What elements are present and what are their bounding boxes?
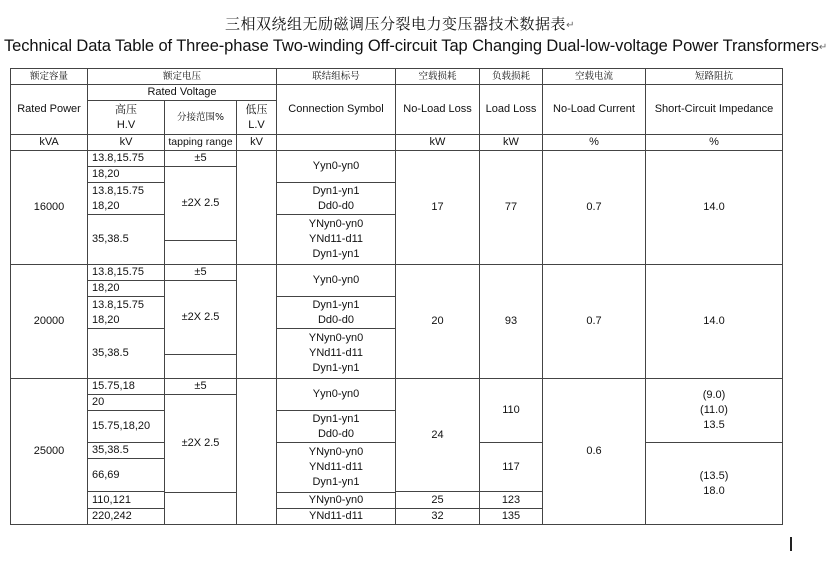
connection-line: Dyn1-yn1 xyxy=(312,362,360,374)
header-noload-loss-cn: 空载损耗 xyxy=(396,69,480,85)
table-row xyxy=(11,379,783,395)
connection-line: YNd11-d11 xyxy=(308,461,364,473)
header-hv-en: H.V xyxy=(116,118,136,131)
unit-load-loss: kW xyxy=(480,135,543,151)
noload-loss-cell: 25 xyxy=(396,492,480,509)
hv-cell: 35,38.5 xyxy=(88,329,165,379)
unit-hv: kV xyxy=(88,135,165,151)
hv-line: 13.8,15.75 xyxy=(92,184,144,197)
unit-impedance: % xyxy=(646,135,783,151)
connection-cell: Yyn0-yn0 xyxy=(277,151,396,183)
connection-cell: Yyn0-yn0 xyxy=(277,379,396,411)
hv-line: 18,20 xyxy=(92,313,120,326)
connection-cell xyxy=(277,443,396,493)
tap-cell: ±2X 2.5 xyxy=(165,395,237,493)
load-loss-cell: 117 xyxy=(480,443,543,492)
hv-cell: 66,69 xyxy=(88,459,165,492)
technical-data-table xyxy=(10,68,783,525)
connection-line: YNyn0-yn0 xyxy=(308,446,364,458)
load-loss-cell: 135 xyxy=(480,509,543,525)
impedance-line: (9.0) xyxy=(702,389,726,401)
connection-line: YNyn0-yn0 xyxy=(308,218,364,230)
connection-cell xyxy=(277,329,396,379)
table-row xyxy=(11,151,783,167)
page-edge-mark xyxy=(790,537,792,551)
header-impedance: Short-Circuit Impedance xyxy=(646,85,783,135)
connection-line: Dyn1-yn1 xyxy=(312,184,360,197)
header-lv-en: L.V xyxy=(248,118,265,131)
load-loss-cell: 93 xyxy=(480,265,543,379)
hv-cell: 220,242 xyxy=(88,509,165,525)
connection-line: Dyn1-yn1 xyxy=(312,298,360,311)
header-hv xyxy=(88,101,165,135)
noload-loss-cell: 24 xyxy=(396,379,480,492)
noload-loss-cell: 32 xyxy=(396,509,480,525)
title-chinese: 三相双绕组无励磁调压分裂电力变压器技术数据表↵ xyxy=(225,15,575,33)
connection-cell: YNd11-d11 xyxy=(277,509,396,525)
hv-cell: 13.8,15.75 xyxy=(88,265,165,281)
impedance-line: 13.5 xyxy=(703,419,725,431)
connection-cell: Yyn0-yn0 xyxy=(277,265,396,297)
load-loss-cell: 77 xyxy=(480,151,543,265)
connection-cell xyxy=(277,183,396,215)
unit-lv: kV xyxy=(237,135,277,151)
tap-cell: ±2X 2.5 xyxy=(165,281,237,355)
unit-noload-loss: kW xyxy=(396,135,480,151)
noload-current-cell: 0.7 xyxy=(543,151,646,265)
header-lv-cn: 低压 xyxy=(245,103,268,116)
connection-line: Dyn1-yn1 xyxy=(312,412,360,425)
header-load-loss: Load Loss xyxy=(480,85,543,135)
load-loss-cell: 110 xyxy=(480,379,543,443)
connection-line: Dd0-d0 xyxy=(317,199,355,212)
header-connection-symbol: Connection Symbol xyxy=(277,85,396,135)
header-capacity-cn: 额定容量 xyxy=(11,69,88,85)
lv-cell xyxy=(237,151,277,265)
hv-cell: 13.8,15.75 xyxy=(88,151,165,167)
header-load-loss-cn: 负载损耗 xyxy=(480,69,543,85)
connection-line: YNd11-d11 xyxy=(308,233,364,245)
hv-cell: 35,38.5 xyxy=(88,443,165,459)
connection-cell xyxy=(277,411,396,443)
rated-power-cell: 16000 xyxy=(11,151,88,265)
connection-cell: YNyn0-yn0 xyxy=(277,493,396,509)
connection-line: Dd0-d0 xyxy=(317,427,355,440)
hv-cell xyxy=(88,183,165,215)
title-english: Technical Data Table of Three-phase Two-winding Off-circuit Tap Changing Dual-low-voltage Power Transformers↵ xyxy=(4,37,827,55)
header-tap-range-cn: 分接范围% xyxy=(165,101,237,135)
impedance-cell: 14.0 xyxy=(646,265,783,379)
unit-tap: tapping range xyxy=(165,135,237,151)
noload-current-cell: 0.6 xyxy=(543,379,646,525)
tap-cell: ±2X 2.5 xyxy=(165,167,237,241)
unit-connection xyxy=(277,135,396,151)
header-voltage-cn: 额定电压 xyxy=(88,69,277,85)
header-rated-voltage: Rated Voltage xyxy=(88,85,277,101)
impedance-cell: 14.0 xyxy=(646,151,783,265)
hv-cell: 110,121 xyxy=(88,492,165,509)
hv-cell: 18,20 xyxy=(88,167,165,183)
connection-line: Dyn1-yn1 xyxy=(312,476,360,488)
hv-cell xyxy=(88,297,165,329)
impedance-line: (11.0) xyxy=(700,404,728,416)
header-rated-power: Rated Power xyxy=(11,85,88,135)
impedance-cell xyxy=(646,379,783,443)
table-row xyxy=(11,265,783,281)
tap-cell-empty xyxy=(165,355,237,379)
hv-cell: 20 xyxy=(88,395,165,411)
lv-cell xyxy=(237,379,277,525)
impedance-line: 18.0 xyxy=(703,484,725,497)
tap-cell-empty xyxy=(165,493,237,525)
tap-cell: ±5 xyxy=(165,265,237,281)
impedance-cell xyxy=(646,443,783,525)
rated-power-cell: 25000 xyxy=(11,379,88,525)
load-loss-cell: 123 xyxy=(480,492,543,509)
hv-cell: 18,20 xyxy=(88,281,165,297)
rated-power-cell: 20000 xyxy=(11,265,88,379)
tap-cell: ±5 xyxy=(165,151,237,167)
header-noload-current-cn: 空载电流 xyxy=(543,69,646,85)
noload-current-cell: 0.7 xyxy=(543,265,646,379)
hv-cell: 15.75,18 xyxy=(88,379,165,395)
header-impedance-cn: 短路阻抗 xyxy=(646,69,783,85)
hv-cell: 15.75,18,20 xyxy=(88,411,165,443)
impedance-line: (13.5) xyxy=(699,469,729,482)
lv-cell xyxy=(237,265,277,379)
hv-line: 13.8,15.75 xyxy=(92,298,144,311)
connection-cell xyxy=(277,297,396,329)
connection-line: Dd0-d0 xyxy=(317,313,355,326)
header-connection-cn: 联结组标号 xyxy=(277,69,396,85)
tap-cell-empty xyxy=(165,241,237,265)
connection-cell xyxy=(277,215,396,265)
unit-noload-current: % xyxy=(543,135,646,151)
header-hv-cn: 高压 xyxy=(115,103,137,116)
noload-loss-cell: 17 xyxy=(396,151,480,265)
connection-line: YNd11-d11 xyxy=(308,347,364,359)
header-noload-current: No-Load Current xyxy=(543,85,646,135)
connection-line: YNyn0-yn0 xyxy=(308,332,364,344)
header-lv xyxy=(237,101,277,135)
header-noload-loss: No-Load Loss xyxy=(396,85,480,135)
tap-cell: ±5 xyxy=(165,379,237,395)
unit-power: kVA xyxy=(11,135,88,151)
noload-loss-cell: 20 xyxy=(396,265,480,379)
hv-line: 18,20 xyxy=(92,199,120,212)
connection-line: Dyn1-yn1 xyxy=(312,248,360,260)
hv-cell: 35,38.5 xyxy=(88,215,165,265)
